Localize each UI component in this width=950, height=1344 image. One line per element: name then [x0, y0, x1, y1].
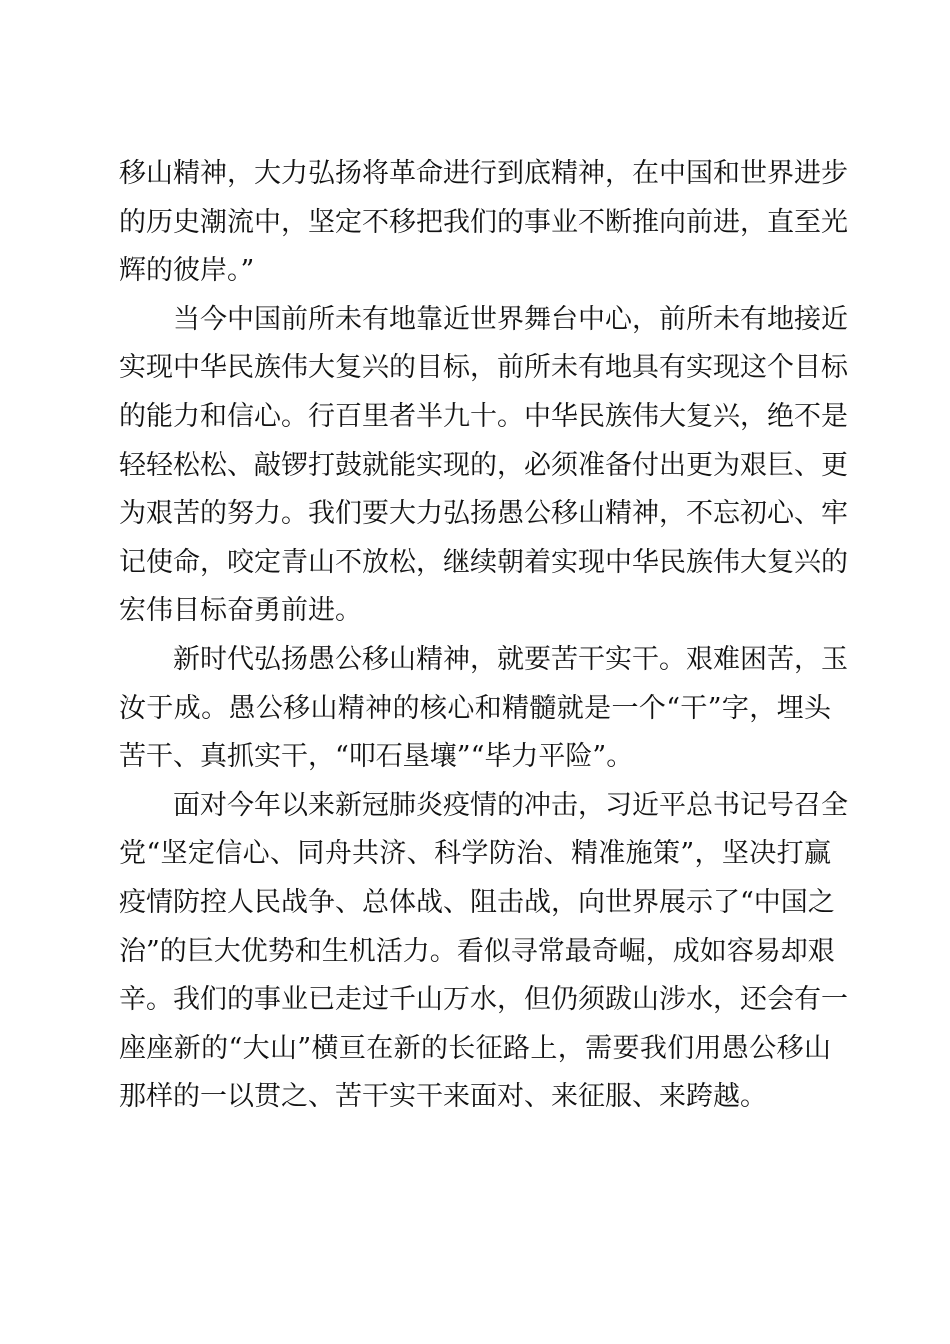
text-line: 实现中华民族伟大复兴的目标，前所未有地具有实现这个目标 [119, 352, 848, 384]
document-body [119, 150, 848, 1122]
text-line: 那样的一以贯之、苦干实干来面对、来征服、来跨越。 [119, 1081, 767, 1113]
text-line: 新时代弘扬愚公移山精神，就要苦干实干。艰难困苦，玉 [173, 643, 848, 675]
text-line: 记使命，咬定青山不放松，继续朝着实现中华民族伟大复兴的 [119, 546, 848, 578]
text-line: 轻轻松松、敲锣打鼓就能实现的，必须准备付出更为艰巨、更 [119, 449, 848, 481]
paragraph-1 [119, 150, 848, 296]
text-line: 当今中国前所未有地靠近世界舞台中心，前所未有地接近 [173, 303, 848, 335]
text-line: 为艰苦的努力。我们要大力弘扬愚公移山精神，不忘初心、牢 [119, 498, 848, 530]
text-line: 面对今年以来新冠肺炎疫情的冲击，习近平总书记号召全 [173, 789, 848, 821]
text-line: 治”的巨大优势和生机活力。看似寻常最奇崛，成如容易却艰 [119, 935, 835, 967]
text-line: 党“坚定信心、同舟共济、科学防治、精准施策”，坚决打赢 [119, 838, 831, 870]
text-line: 移山精神，大力弘扬将革命进行到底精神，在中国和世界进步 [119, 158, 848, 189]
text-line: 疫情防控人民战争、总体战、阻击战，向世界展示了“中国之 [119, 886, 835, 918]
text-line: 辉的彼岸。” [119, 255, 255, 287]
text-line: 的能力和信心。行百里者半九十。中华民族伟大复兴，绝不是 [119, 400, 848, 432]
text-line: 宏伟目标奋勇前进。 [119, 595, 362, 627]
text-line: 苦干、真抓实干，“叩石垦壤”“毕力平险”。 [119, 741, 634, 773]
text-line: 座座新的“大山”横亘在新的长征路上，需要我们用愚公移山 [119, 1032, 831, 1064]
paragraph-2 [119, 296, 848, 636]
paragraph-3 [119, 636, 848, 782]
text-line: 汝于成。愚公移山精神的核心和精髓就是一个“干”字，埋头 [119, 692, 831, 724]
text-line: 辛。我们的事业已走过千山万水，但仍须跋山涉水，还会有一 [119, 984, 848, 1016]
text-line: 的历史潮流中，坚定不移把我们的事业不断推向前进，直至光 [119, 206, 848, 238]
paragraph-4 [119, 782, 848, 1122]
